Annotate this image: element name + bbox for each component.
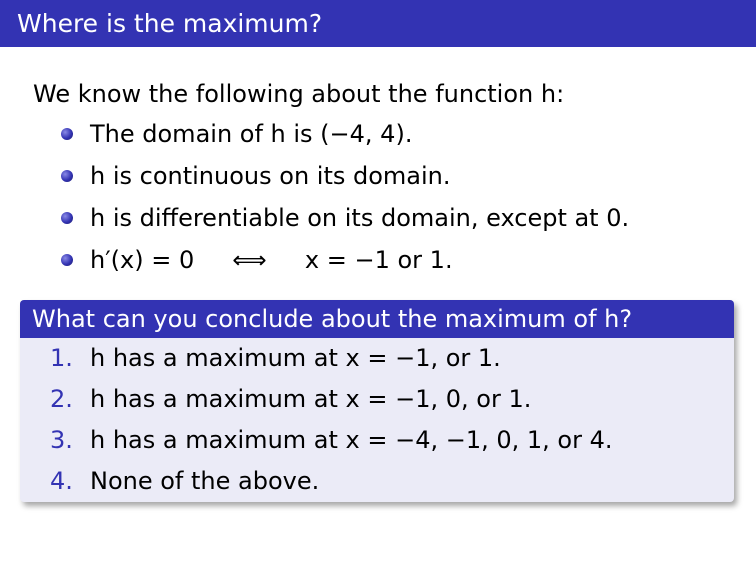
fact-text: The domain of h is (−4, 4). bbox=[90, 120, 413, 148]
fact-text: h is differentiable on its domain, except at 0. bbox=[90, 204, 630, 232]
bullet-icon bbox=[61, 212, 73, 224]
intro-text: We know the following about the function h: bbox=[33, 80, 565, 108]
facts-list bbox=[58, 118, 629, 286]
choice-text: h has a maximum at x = −1, 0, or 1. bbox=[90, 385, 532, 413]
choice-number: 2. bbox=[50, 385, 73, 413]
bullet-icon bbox=[61, 128, 73, 140]
question-block bbox=[20, 300, 734, 502]
choice-text: h has a maximum at x = −4, −1, 0, 1, or 4. bbox=[90, 426, 613, 454]
choices-list bbox=[20, 338, 734, 502]
bullet-icon bbox=[61, 254, 73, 266]
choice-number: 1. bbox=[50, 344, 73, 372]
list-item bbox=[58, 202, 629, 244]
frame-title: Where is the maximum? bbox=[0, 0, 756, 47]
list-item bbox=[58, 244, 629, 286]
choice-text: h has a maximum at x = −1, or 1. bbox=[90, 344, 501, 372]
bullet-icon bbox=[61, 170, 73, 182]
choice-item[interactable] bbox=[20, 463, 734, 502]
choice-item[interactable] bbox=[20, 381, 734, 422]
list-item bbox=[58, 118, 629, 160]
choice-number: 3. bbox=[50, 426, 73, 454]
choice-item[interactable] bbox=[20, 422, 734, 463]
choice-text: None of the above. bbox=[90, 467, 320, 495]
fact-text: h is continuous on its domain. bbox=[90, 162, 451, 190]
fact-text: h′(x) = 0 ⟺ x = −1 or 1. bbox=[90, 246, 453, 274]
question-title: What can you conclude about the maximum of h? bbox=[20, 300, 734, 338]
choice-item[interactable] bbox=[20, 340, 734, 381]
choice-number: 4. bbox=[50, 467, 73, 495]
list-item bbox=[58, 160, 629, 202]
